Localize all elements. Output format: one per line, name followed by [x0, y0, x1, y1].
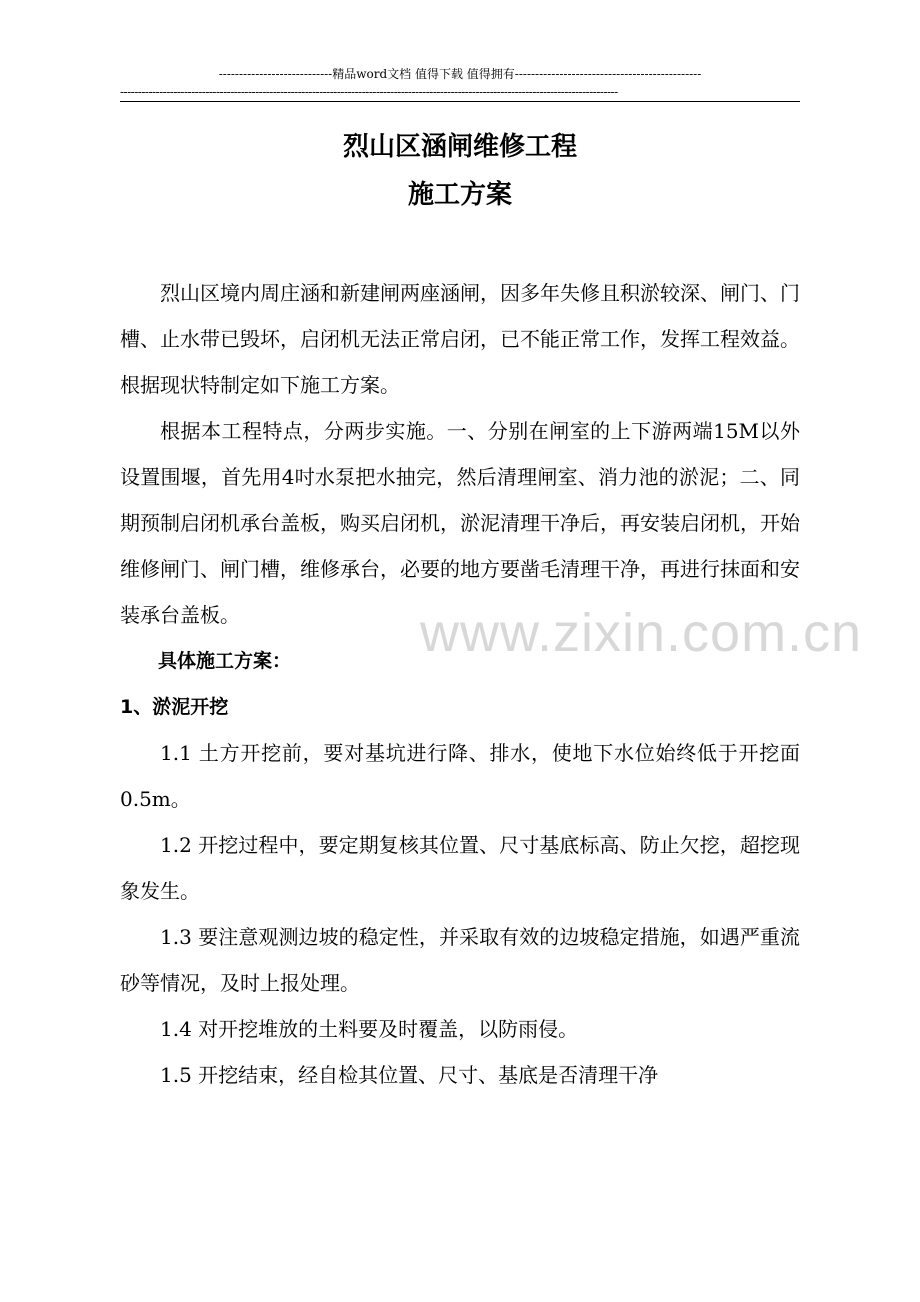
document-body [120, 270, 800, 1098]
header-banner: ----------------------------精品word文档 值得下载 值得拥有---------------------------------------------- [218, 67, 702, 81]
header-rule [120, 101, 800, 102]
list-item: 1.4 对开挖堆放的土料要及时覆盖，以防雨侵。 [160, 1017, 579, 1041]
approach-paragraph: 根据本工程特点，分两步实施。一、分别在闸室的上下游两端15M以外设置围堰，首先用4吋水泵把水抽完，然后清理闸室、消力池的淤泥；二、同期预制启闭机承台盖板，购买启闭机，淤泥清理干净后，再安装启闭机，开始维修闸门、闸门槽，维修承台，必要的地方要凿毛清理干净，再进行抹面和安装承台盖板。 [120, 419, 800, 627]
document-subtitle: 施工方案 [407, 180, 512, 210]
section-heading: 1、淤泥开挖 [120, 696, 229, 718]
list-item: 1.2 开挖过程中，要定期复核其位置、尺寸基底标高、防止欠挖，超挖现象发生。 [120, 833, 800, 903]
watermark: www.zixin.com.cn [420, 603, 863, 663]
intro-paragraph: 烈山区境内周庄涵和新建闸两座涵闸，因多年失修且积淤较深、闸门、门槽、止水带已毁坏，启闭机无法正常启闭，已不能正常工作，发挥工程效益。根据现状特制定如下施工方案。 [120, 281, 800, 397]
list-item: 1.5 开挖结束，经自检其位置、尺寸、基底是否清理干净 [160, 1063, 659, 1087]
list-item: 1.3 要注意观测边坡的稳定性，并采取有效的边坡稳定措施，如遇严重流砂等情况，及时上报处理。 [120, 925, 800, 995]
list-item: 1.1 土方开挖前，要对基坑进行降、排水，使地下水位始终低于开挖面0.5m。 [120, 741, 800, 811]
document-title: 烈山区涵闸维修工程 [342, 132, 577, 162]
header-dash-line: -------------------------------------------------------------------------------------------------------------------------------------------- [120, 85, 618, 99]
plan-heading: 具体施工方案： [158, 650, 292, 672]
